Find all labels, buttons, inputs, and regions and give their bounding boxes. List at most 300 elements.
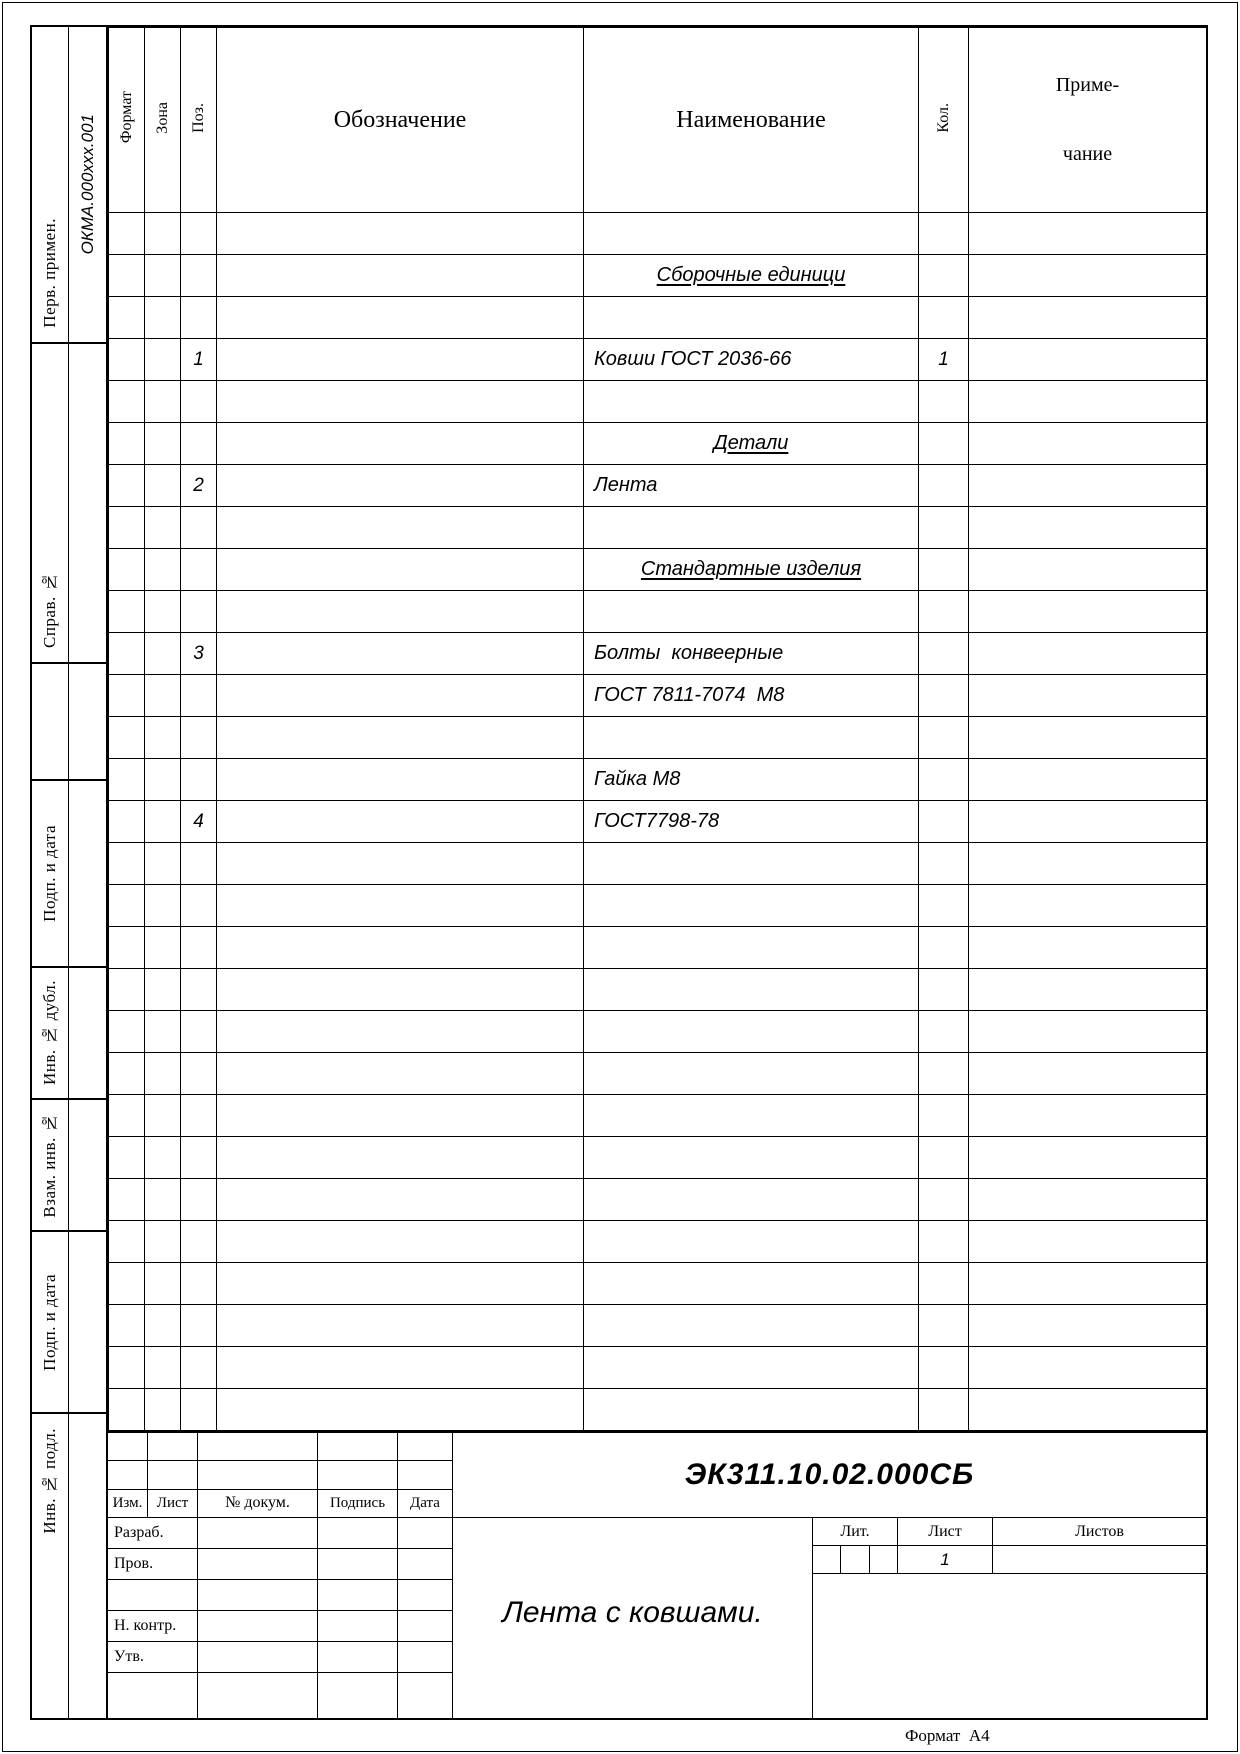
header-format [109,28,145,213]
spec-table-header [109,28,1207,213]
sign-row-developed [108,1518,452,1549]
spec-cell-qty [919,297,969,339]
rail-extra-cell [69,781,106,966]
spec-cell-qty [919,381,969,423]
rail-label-vzam-inv [32,1100,69,1230]
sign-cell [398,1611,452,1641]
rail-extra-cell [69,1232,106,1412]
label-podpis: Подпись [318,1490,398,1517]
label-razrab: Разраб. [108,1518,198,1548]
spec-cell-designation [217,843,584,885]
lit-list-listov-values [813,1546,1206,1574]
spec-cell-name: ГОСТ7798-78 [584,801,919,843]
sign-cell [198,1642,318,1672]
label-no-dokum: № докум. [198,1490,318,1517]
spec-cell-note [969,1179,1207,1221]
spec-cell-pos [181,843,217,885]
spec-cell-qty [919,927,969,969]
rail-label-text: Инв. № подл. [40,1428,59,1534]
spec-cell-qty [919,759,969,801]
spec-row [109,1095,1207,1137]
spec-cell-note [969,1389,1207,1431]
spec-cell-note [969,969,1207,1011]
spec-row [109,1011,1207,1053]
spec-cell-designation [217,465,584,507]
spec-row [109,1179,1207,1221]
label-list: Лист [148,1490,198,1517]
spec-cell-designation [217,801,584,843]
spec-cell-zone [145,1137,181,1179]
spec-cell-zone [145,549,181,591]
spec-cell-pos [181,717,217,759]
spec-row [109,633,1207,675]
spec-cell-name [584,1221,919,1263]
rail-extra-cell [69,664,106,779]
spec-cell-note [969,213,1207,255]
sign-cell [198,1549,318,1579]
spec-cell-name [584,927,919,969]
spec-row [109,549,1207,591]
spec-cell-name [584,591,919,633]
spec-cell-zone [145,1011,181,1053]
label-lit: Лит. [813,1518,898,1545]
rail-extra-cell [69,968,106,1098]
spec-cell-designation [217,885,584,927]
spec-cell-designation [217,1137,584,1179]
spec-cell-format [109,801,145,843]
spec-cell-pos [181,297,217,339]
spec-cell-qty: 1 [919,339,969,381]
header-note-line1: Приме- [1055,74,1120,96]
spec-cell-name [584,1011,919,1053]
spec-cell-note [969,507,1207,549]
spec-cell-name: ГОСТ 7811-7074 М8 [584,675,919,717]
spec-cell-designation [217,423,584,465]
header-note [969,28,1207,213]
spec-cell-qty [919,1305,969,1347]
spec-cell-pos [181,507,217,549]
spec-cell-name [584,843,919,885]
rail-section-inv-dubl [32,968,106,1100]
spec-cell-zone [145,1389,181,1431]
spec-cell-name: Стандартные изделия [584,549,919,591]
doc-ref-text: ОКМА.000ххх.001 [77,114,97,255]
revision-row-empty [108,1433,452,1461]
spec-cell-qty [919,465,969,507]
spec-row [109,801,1207,843]
spec-cell-qty [919,1053,969,1095]
spec-cell-pos [181,1305,217,1347]
spec-cell-qty [919,1095,969,1137]
spec-cell-designation [217,969,584,1011]
spec-cell-format [109,843,145,885]
rail-label-inv-dubl [32,968,69,1098]
spec-cell-note [969,1011,1207,1053]
spec-cell-pos [181,423,217,465]
spec-cell-format [109,213,145,255]
spec-cell-qty [919,507,969,549]
spec-cell-qty [919,1137,969,1179]
rail-section-perv-primen [32,27,106,344]
spec-cell-pos: 2 [181,465,217,507]
spec-cell-zone [145,465,181,507]
spec-cell-qty [919,255,969,297]
signature-grid [108,1518,453,1718]
spec-cell-pos [181,1179,217,1221]
sign-cell [398,1580,452,1610]
sign-row-approved [108,1642,452,1673]
spec-cell-name [584,1137,919,1179]
spec-row [109,339,1207,381]
spec-row [109,1263,1207,1305]
spec-cell-zone [145,675,181,717]
sign-row-filler [108,1673,452,1718]
spec-cell-note [969,843,1207,885]
header-pos [181,28,217,213]
spec-row [109,213,1207,255]
spec-cell-name [584,1263,919,1305]
spec-row [109,675,1207,717]
spec-cell-designation [217,213,584,255]
spec-cell-designation [217,591,584,633]
spec-table [108,27,1207,1431]
spec-row [109,759,1207,801]
spec-cell-qty [919,1263,969,1305]
sign-cell [318,1642,398,1672]
spec-cell-format [109,1095,145,1137]
spec-cell-zone [145,507,181,549]
spec-cell-name [584,381,919,423]
spec-cell-note [969,381,1207,423]
rail-label-perv-primen [32,27,69,342]
spec-cell-qty [919,1011,969,1053]
spec-cell-format [109,927,145,969]
spec-cell-name [584,213,919,255]
spec-cell-pos [181,1347,217,1389]
lit-cell [841,1546,869,1573]
format-note: Формат А4 [905,1726,990,1745]
spec-cell-pos [181,213,217,255]
sign-cell [108,1580,198,1610]
spec-cell-zone [145,1179,181,1221]
spec-cell-zone [145,339,181,381]
spec-cell-zone [145,969,181,1011]
label-n-kontr: Н. контр. [108,1611,198,1641]
spec-cell-name [584,1389,919,1431]
spec-cell-note [969,591,1207,633]
spec-cell-note [969,1053,1207,1095]
spec-cell-name: Лента [584,465,919,507]
spec-cell-name: Гайка М8 [584,759,919,801]
spec-cell-name: Болты конвеерные [584,633,919,675]
title-block-lower [108,1518,1206,1718]
label-utv: Утв. [108,1642,198,1672]
sign-row-empty [108,1580,452,1611]
spec-row [109,591,1207,633]
title-block-upper [108,1433,1206,1518]
spec-cell-pos: 4 [181,801,217,843]
spec-cell-note [969,1221,1207,1263]
spec-cell-pos [181,1095,217,1137]
spec-cell-pos [181,1011,217,1053]
spec-cell-format [109,1137,145,1179]
rail-section-empty [32,664,106,781]
spec-cell-format [109,507,145,549]
spec-cell-name [584,1179,919,1221]
spec-cell-name [584,717,919,759]
spec-cell-zone [145,843,181,885]
spec-cell-note [969,297,1207,339]
spec-cell-pos [181,885,217,927]
spec-cell-designation [217,1347,584,1389]
rail-extra-cell [69,344,106,662]
spec-cell-pos [181,969,217,1011]
sign-cell [108,1673,198,1718]
spec-cell-zone [145,801,181,843]
sign-cell [398,1518,452,1548]
rev-cell [108,1461,148,1488]
spec-cell-zone [145,759,181,801]
spec-cell-note [969,633,1207,675]
spec-cell-zone [145,717,181,759]
sign-cell [198,1580,318,1610]
spec-row [109,1389,1207,1431]
spec-cell-zone [145,1221,181,1263]
sign-cell [318,1611,398,1641]
spec-cell-qty [919,1347,969,1389]
spec-cell-name [584,969,919,1011]
spec-cell-designation [217,1053,584,1095]
header-format-text: Формат [117,91,135,144]
spec-cell-format [109,1011,145,1053]
sign-cell [398,1673,452,1718]
spec-cell-designation [217,675,584,717]
spec-cell-designation [217,339,584,381]
spec-cell-pos [181,255,217,297]
label-data: Дата [410,1494,440,1511]
spec-cell-designation [217,1221,584,1263]
sign-cell [398,1642,452,1672]
spec-cell-format [109,1305,145,1347]
sign-cell [198,1518,318,1548]
rev-cell [198,1461,318,1488]
organization-cell [813,1574,1206,1718]
spec-cell-qty [919,969,969,1011]
spec-cell-zone [145,1347,181,1389]
label-izm: Изм. [108,1490,148,1517]
spec-cell-qty [919,1221,969,1263]
spec-cell-note [969,1347,1207,1389]
sign-cell [318,1580,398,1610]
spec-cell-designation [217,633,584,675]
sign-cell [198,1611,318,1641]
spec-cell-format [109,675,145,717]
rail-label-text: Перв. примен. [40,218,59,328]
header-zone [145,28,181,213]
header-zone-text: Зона [153,101,171,134]
spec-cell-pos [181,1137,217,1179]
rail-label-sprav-no [32,344,69,662]
revision-row-empty [108,1461,452,1489]
revision-grid [108,1433,453,1517]
rail-label-text: Подп. и дата [40,1273,59,1371]
spec-cell-zone [145,381,181,423]
spec-cell-format [109,1389,145,1431]
header-qty-text: Кол. [934,102,952,133]
spec-cell-pos [181,549,217,591]
spec-cell-pos: 1 [181,339,217,381]
sign-cell [398,1549,452,1579]
rail-label-text: Взам. инв. № [40,1112,59,1218]
spec-cell-note [969,717,1207,759]
spec-cell-name: Сборочные единици [584,255,919,297]
spec-cell-pos [181,381,217,423]
sheet-number: 1 [898,1546,993,1573]
spec-cell-qty [919,717,969,759]
spec-cell-note [969,1137,1207,1179]
spec-cell-note [969,675,1207,717]
spec-cell-format [109,339,145,381]
label-sheet: Лист [898,1518,993,1545]
rail-extra-cell [69,1414,106,1718]
spec-cell-format [109,759,145,801]
lit-value-cells [813,1546,898,1573]
spec-cell-name [584,1053,919,1095]
spec-cell-note [969,927,1207,969]
rail-label-text: Подп. и дата [40,825,59,922]
spec-cell-pos [181,927,217,969]
rev-cell [398,1461,452,1488]
spec-cell-name [584,1095,919,1137]
spec-cell-format [109,465,145,507]
spec-cell-designation [217,381,584,423]
spec-cell-format [109,297,145,339]
spec-cell-note [969,465,1207,507]
sheets-number [993,1546,1206,1573]
spec-row [109,1305,1207,1347]
spec-cell-note [969,423,1207,465]
sign-row-checked [108,1549,452,1580]
label-prov: Пров. [108,1549,198,1579]
spec-cell-name [584,507,919,549]
spec-cell-designation [217,717,584,759]
rail-doc-ref-cell [69,27,106,342]
spec-cell-designation [217,1011,584,1053]
spec-cell-qty [919,633,969,675]
spec-cell-designation [217,759,584,801]
spec-cell-zone [145,591,181,633]
rail-label-empty [32,664,69,779]
spec-cell-note [969,759,1207,801]
sign-cell [318,1518,398,1548]
rev-cell [148,1461,198,1488]
spec-row [109,885,1207,927]
rev-cell [318,1461,398,1488]
rail-label-text: Инв. № дубл. [40,980,59,1086]
lit-list-listov-header [813,1518,1206,1546]
spec-cell-qty [919,423,969,465]
spec-cell-qty [919,843,969,885]
spec-cell-designation [217,1389,584,1431]
spec-row [109,927,1207,969]
spec-cell-format [109,1221,145,1263]
spec-table-body [109,213,1207,1431]
spec-row [109,297,1207,339]
document-number: ЭК311.10.02.000СБ [684,1458,975,1491]
spec-row [109,843,1207,885]
spec-cell-qty [919,549,969,591]
spec-cell-note [969,339,1207,381]
spec-cell-designation [217,1263,584,1305]
label-sheets: Листов [1075,1522,1124,1540]
spec-cell-zone [145,1095,181,1137]
spec-cell-note [969,255,1207,297]
sign-cell [198,1673,318,1718]
spec-cell-format [109,633,145,675]
spec-cell-pos [181,1221,217,1263]
spec-cell-pos [181,675,217,717]
title-block-right [813,1518,1206,1718]
spec-cell-name [584,297,919,339]
rail-label-podp-data-2 [32,1232,69,1412]
spec-cell-designation [217,549,584,591]
header-pos-text: Поз. [189,102,207,133]
spec-row [109,969,1207,1011]
spec-cell-name [584,1347,919,1389]
spec-cell-designation [217,927,584,969]
spec-cell-format [109,591,145,633]
drawing-title: Лента с ковшами. [453,1518,813,1718]
rail-section-podp-data-1 [32,781,106,968]
spec-cell-qty [919,213,969,255]
title-block [108,1431,1206,1718]
spec-cell-format [109,381,145,423]
sign-row-ncontrol [108,1611,452,1642]
spec-cell-zone [145,1053,181,1095]
lit-cell [813,1546,841,1573]
spec-row [109,717,1207,759]
spec-cell-pos [181,1389,217,1431]
spec-row [109,1347,1207,1389]
spec-cell-note [969,549,1207,591]
spec-cell-pos: 3 [181,633,217,675]
rev-cell [108,1433,148,1460]
rev-cell [148,1433,198,1460]
spec-cell-note [969,801,1207,843]
spec-cell-note [969,1095,1207,1137]
spec-cell-zone [145,633,181,675]
spec-cell-pos [181,1263,217,1305]
spec-cell-designation [217,507,584,549]
revision-row-labels [108,1490,452,1517]
main-content [108,27,1206,1718]
spec-cell-name: Ковши ГОСТ 2036-66 [584,339,919,381]
spec-row [109,465,1207,507]
spec-cell-designation [217,255,584,297]
sign-cell [318,1549,398,1579]
spec-cell-designation [217,1305,584,1347]
rail-section-sprav-no [32,344,106,664]
rail-section-vzam-inv [32,1100,106,1232]
spec-cell-designation [217,1179,584,1221]
lit-cell [870,1546,897,1573]
spec-row [109,381,1207,423]
spec-cell-format [109,1263,145,1305]
spec-cell-qty [919,1389,969,1431]
spec-cell-format [109,255,145,297]
spec-cell-note [969,1263,1207,1305]
spec-cell-pos [181,759,217,801]
